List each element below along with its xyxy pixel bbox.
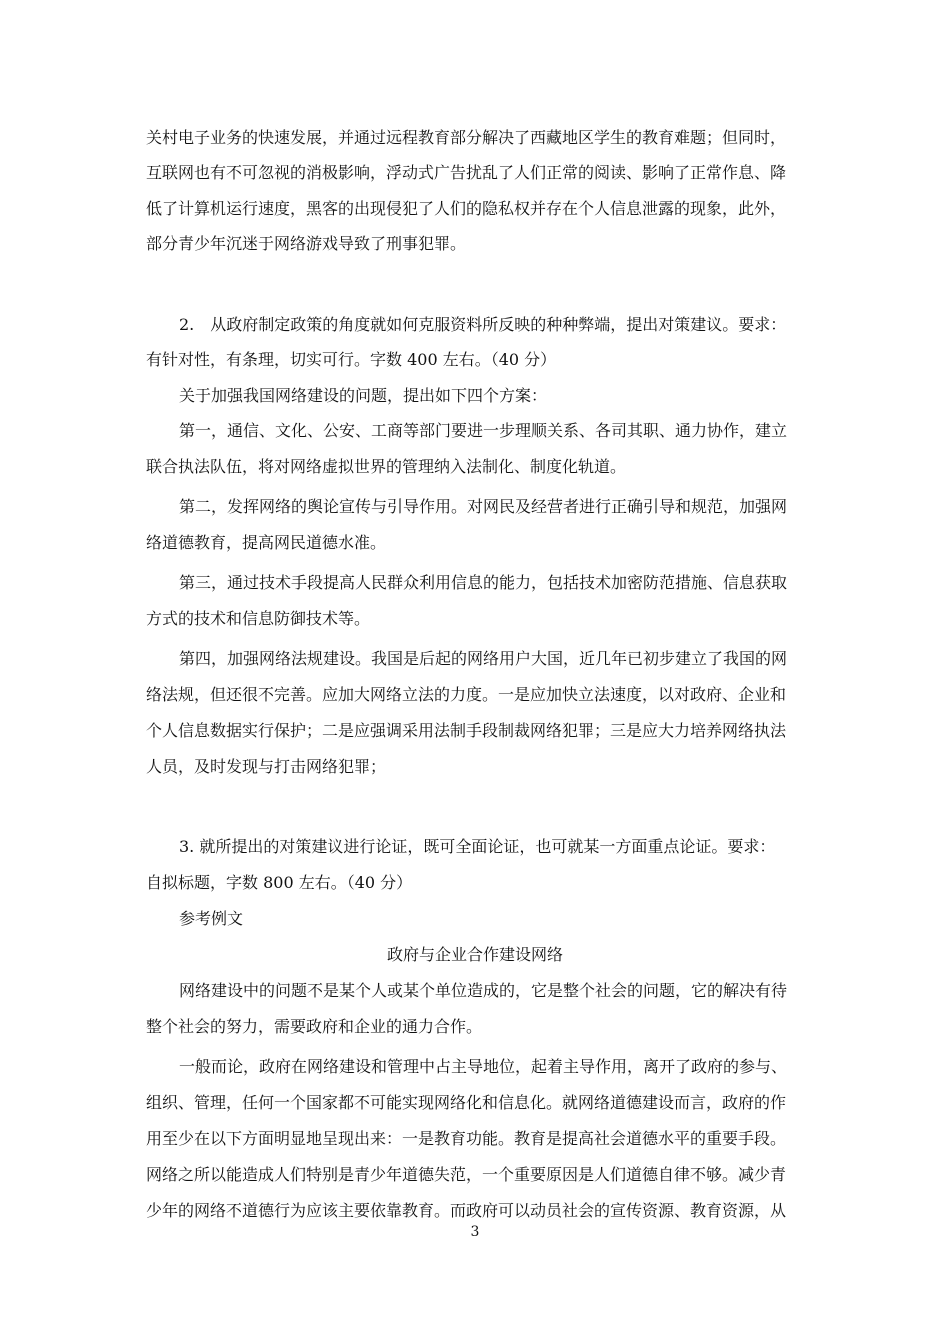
text-line: 互联网也有不可忽视的消极影响，浮动式广告扰乱了人们正常的阅读、影响了正常作息、降 — [146, 163, 787, 182]
text-line: 一般而论，政府在网络建设和管理中占主导地位，起着主导作用，离开了政府的参与、 — [179, 1057, 788, 1076]
text-line: 联合执法队伍，将对网络虚拟世界的管理纳入法制化、制度化轨道。 — [146, 457, 627, 476]
text-line: 络道德教育，提高网民道德水准。 — [146, 533, 387, 552]
text-line: 第二，发挥网络的舆论宣传与引导作用。对网民及经营者进行正确引导和规范，加强网 — [179, 497, 788, 516]
text-line: 网络之所以能造成人们特别是青少年道德失范，一个重要原因是人们道德自律不够。减少青 — [146, 1165, 787, 1184]
text-line: 网络建设中的问题不是某个人或某个单位造成的，它是整个社会的问题，它的解决有待 — [179, 981, 788, 1000]
page-number: 3 — [470, 1224, 480, 1240]
text-line: 第三，通过技术手段提高人民群众利用信息的能力，包括技术加密防范措施、信息获取 — [179, 573, 788, 592]
text-line: 整个社会的努力，需要政府和企业的通力合作。 — [146, 1017, 483, 1036]
text-line: 组织、管理，任何一个国家都不可能实现网络化和信息化。就网络道德建设而言，政府的作 — [146, 1093, 787, 1112]
text-line: 第四，加强网络法规建设。我国是后起的网络用户大国，近几年已初步建立了我国的网 — [179, 649, 788, 668]
text-line: 用至少在以下方面明显地呈现出来：一是教育功能。教育是提高社会道德水平的重要手段。 — [146, 1129, 787, 1148]
text-line: 少年的网络不道德行为应该主要依靠教育。而政府可以动员社会的宣传资源、教育资源，从 — [146, 1201, 787, 1220]
text-line: 人员，及时发现与打击网络犯罪； — [146, 757, 387, 776]
text-line: 络法规，但还很不完善。应加大网络立法的力度。一是应加快立法速度，以对政府、企业和 — [146, 685, 787, 704]
text-line: 自拟标题，字数 800 左右。（40 分） — [146, 873, 413, 892]
text-line: 有针对性，有条理，切实可行。字数 400 左右。（40 分） — [146, 350, 557, 369]
section-label: 参考例文 — [179, 909, 244, 928]
text-line: 部分青少年沉迷于网络游戏导致了刑事犯罪。 — [146, 234, 467, 253]
essay-title: 政府与企业合作建设网络 — [386, 945, 563, 964]
question-2-line: 2. 从政府制定政策的角度就如何克服资料所反映的种种弊端，提出对策建议。要求： — [179, 315, 787, 334]
text-line: 个人信息数据实行保护；二是应强调采用法制手段制裁网络犯罪；三是应大力培养网络执法 — [146, 721, 787, 740]
text-line: 方式的技术和信息防御技术等。 — [146, 609, 371, 628]
text-line: 关村电子业务的快速发展，并通过远程教育部分解决了西藏地区学生的教育难题；但同时， — [146, 128, 787, 147]
text-line: 关于加强我国网络建设的问题，提出如下四个方案： — [179, 386, 548, 405]
question-3-line: 3. 就所提出的对策建议进行论证，既可全面论证，也可就某一方面重点论证。要求： — [179, 837, 776, 856]
text-line: 低了计算机运行速度，黑客的出现侵犯了人们的隐私权并存在个人信息泄露的现象，此外， — [146, 199, 787, 218]
text-line: 第一，通信、文化、公安、工商等部门要进一步理顺关系、各司其职、通力协作，建立 — [179, 421, 788, 440]
